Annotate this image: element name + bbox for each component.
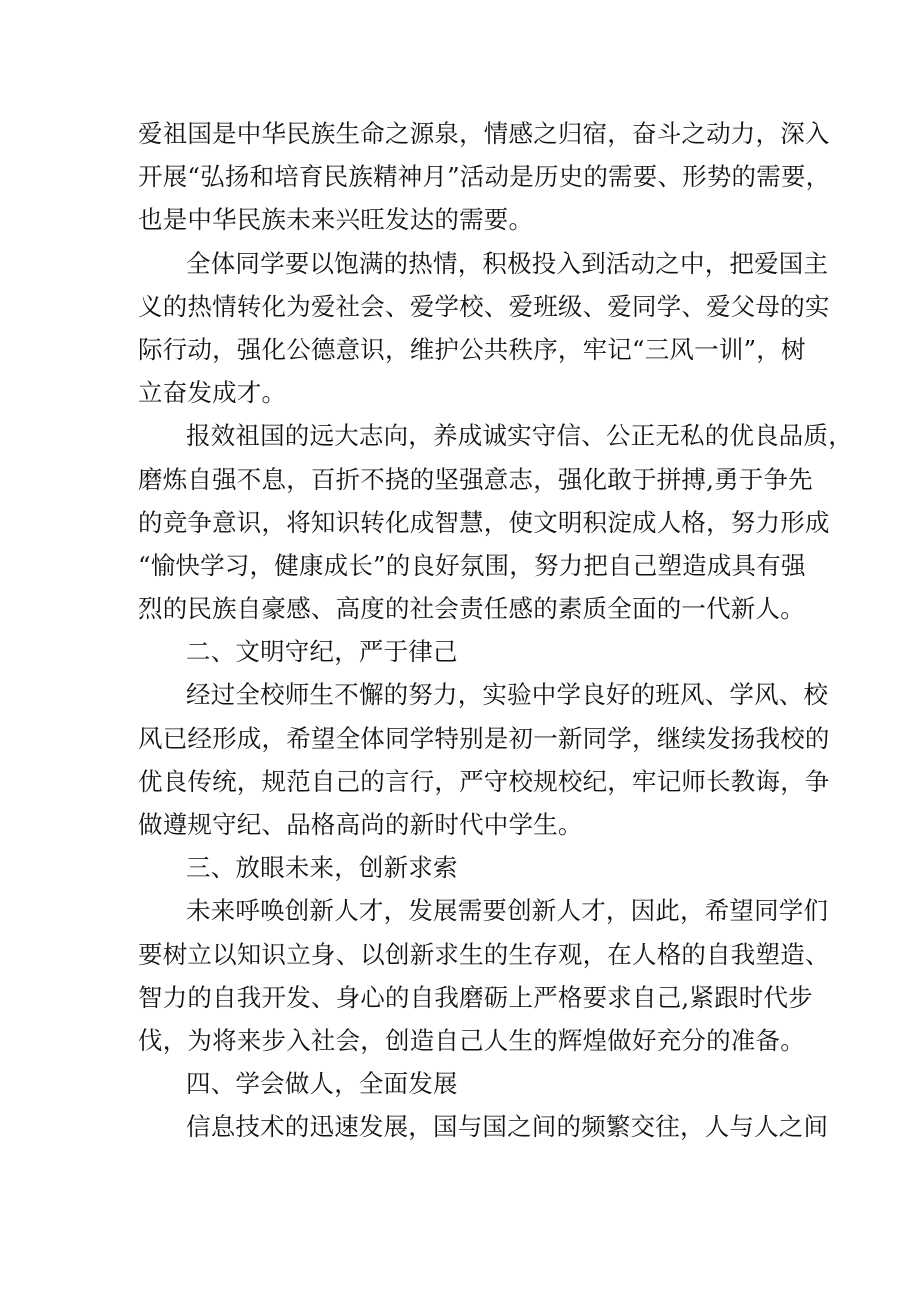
text-line: 全体同学要以饱满的热情，积极投入到活动之中，把爱国主 xyxy=(186,248,829,278)
text-line: 未来呼唤创新人才，发展需要创新人才，因此，希望同学们 xyxy=(186,896,829,926)
text-line: 三、放眼未来，创新求索 xyxy=(186,853,458,883)
text-line: 优良传统，规范自己的言行，严守校规校纪，牢记师长教诲，争 xyxy=(138,766,830,796)
text-line: 磨炼自强不息，百折不挠的坚强意志，强化敢于拼搏,勇于争先 xyxy=(138,464,813,494)
document-body xyxy=(138,112,853,1149)
text-line: 烈的民族自豪感、高度的社会责任感的素质全面的一代新人。 xyxy=(138,594,805,624)
text-line: 风已经形成，希望全体同学特别是初一新同学，继续发扬我校的 xyxy=(138,723,830,753)
text-line: “愉快学习，健康成长”的良好氛围，努力把自己塑造成具有强 xyxy=(138,550,806,580)
text-line: 伐，为将来步入社会，创造自己人生的辉煌做好充分的准备。 xyxy=(138,1025,805,1055)
text-line: 四、学会做人，全面发展 xyxy=(186,1069,458,1099)
text-line: 义的热情转化为爱社会、爱学校、爱班级、爱同学、爱父母的实 xyxy=(138,291,830,321)
text-line: 信息技术的迅速发展，国与国之间的频繁交往，人与人之间 xyxy=(186,1112,829,1142)
text-line: 立奋发成才。 xyxy=(138,378,287,408)
text-line: 经过全校师生不懈的努力，实验中学良好的班风、学风、校 xyxy=(186,680,829,710)
text-line: 爱祖国是中华民族生命之源泉，情感之归宿，奋斗之动力，深入 xyxy=(138,119,830,148)
text-line: 要树立以知识立身、以创新求生的生存观，在人格的自我塑造、 xyxy=(138,939,830,969)
text-line: 的竞争意识，将知识转化成智慧，使文明积淀成人格，努力形成 xyxy=(138,507,830,537)
text-line: 做遵规守纪、品格高尚的新时代中学生。 xyxy=(138,810,583,839)
text-line: 际行动，强化公德意识，维护公共秩序，牢记“三风一训”，树 xyxy=(138,334,806,364)
text-line: 开展“弘扬和培育民族精神月”活动是历史的需要、形势的需要， xyxy=(138,162,831,192)
text-line: 也是中华民族未来兴旺发达的需要。 xyxy=(138,205,534,235)
text-line: 二、文明守纪，严于律己 xyxy=(186,637,458,667)
text-line: 智力的自我开发、身心的自我磨砺上严格要求自己,紧跟时代步 xyxy=(138,982,813,1012)
text-line: 报效祖国的远大志向，养成诚实守信、公正无私的优良品质， xyxy=(186,421,853,451)
